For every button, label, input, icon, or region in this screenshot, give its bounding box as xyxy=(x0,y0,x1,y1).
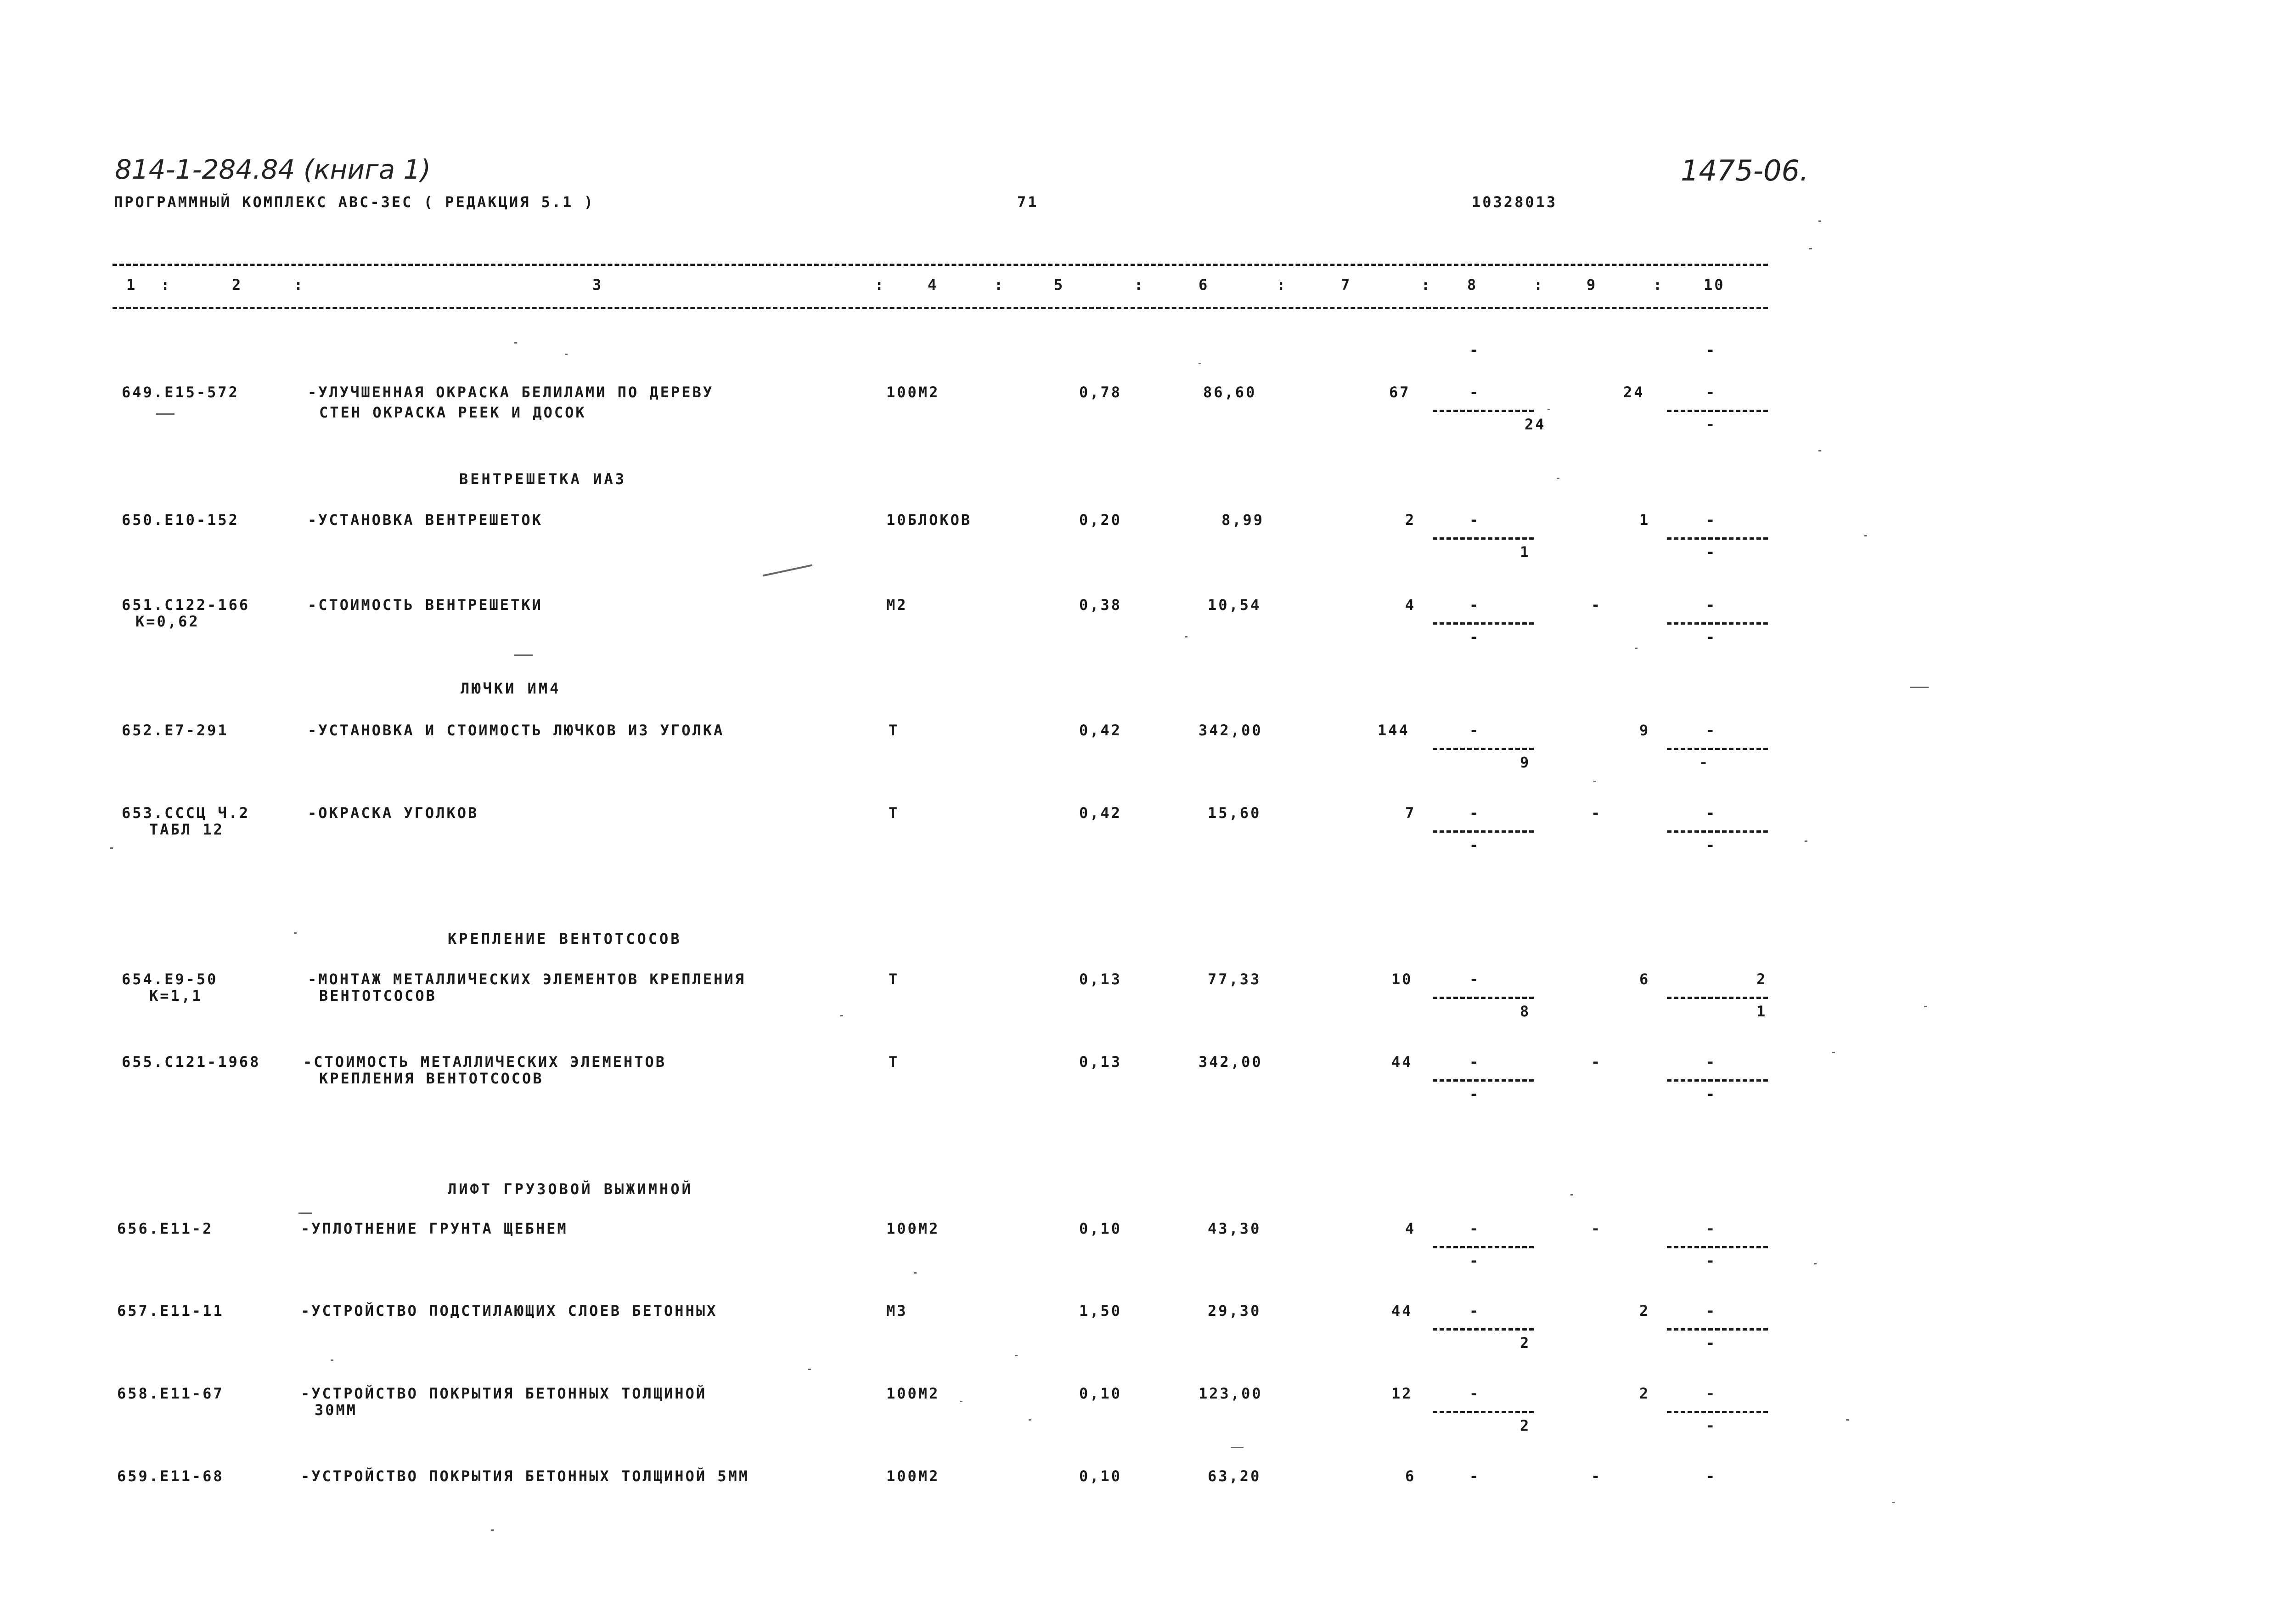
row-code: 650.Е10-152 xyxy=(122,511,239,529)
table-row xyxy=(0,969,2296,1029)
row-desc: -УСТАНОВКА ВЕНТРЕШЕТОК xyxy=(308,511,543,529)
row-col7: 4 xyxy=(1405,596,1416,614)
row-col10-top: - xyxy=(1706,1053,1717,1071)
handwritten-doc-ref: 814-1-284.84 (книга 1) xyxy=(115,154,431,185)
row-col10-top: - xyxy=(1706,596,1717,614)
col-3: 3 xyxy=(592,276,603,293)
row-unit: 100М2 xyxy=(886,1385,940,1402)
row-unit: Т xyxy=(889,970,900,988)
row-code: 651.С122-166 xyxy=(122,596,250,614)
row-col8-bottom: - xyxy=(1469,1252,1480,1269)
row-qty: 0,42 xyxy=(1079,804,1122,822)
col10-mark: - xyxy=(1706,341,1717,359)
row-col8-bottom: 8 xyxy=(1520,1003,1531,1020)
row-unit: 100М2 xyxy=(886,384,940,401)
row-price: 342,00 xyxy=(1199,1053,1263,1071)
row-col8-top: - xyxy=(1469,722,1480,739)
row-desc: -СТОИМОСТЬ МЕТАЛЛИЧЕСКИХ ЭЛЕМЕНТОВ xyxy=(303,1053,667,1071)
row-desc: -ОКРАСКА УГОЛКОВ xyxy=(308,804,479,822)
row-col8-top: - xyxy=(1469,1053,1480,1071)
row-col7: 67 xyxy=(1389,384,1411,401)
row-col10-bottom: 1 xyxy=(1756,1003,1767,1020)
row-unit: 100М2 xyxy=(886,1467,940,1485)
row-code-cont: К=1,1 xyxy=(149,987,203,1004)
row-col7: 10 xyxy=(1391,970,1413,988)
row-col8-bottom: 1 xyxy=(1520,543,1531,561)
row-code: 652.Е7-291 xyxy=(122,722,229,739)
row-unit: Т xyxy=(889,804,900,822)
row-price: 342,00 xyxy=(1199,722,1263,739)
table-row xyxy=(0,382,2296,442)
table-row xyxy=(0,803,2296,863)
row-code-cont: К=0,62 xyxy=(135,613,200,630)
row-qty: 0,78 xyxy=(1079,384,1122,401)
section-title: ВЕНТРЕШЕТКА ИАЗ xyxy=(459,470,626,488)
table-row xyxy=(0,1052,2296,1111)
col-5: 5 xyxy=(1054,276,1065,293)
row-qty: 0,13 xyxy=(1079,970,1122,988)
row-desc: -УСТРОЙСТВО ПОКРЫТИЯ БЕТОННЫХ ТОЛЩИНОЙ 5ММ xyxy=(301,1467,750,1485)
row-col9: - xyxy=(1591,1053,1602,1071)
row-col7: 144 xyxy=(1378,722,1410,739)
row-desc: -УПЛОТНЕНИЕ ГРУНТА ЩЕБНЕМ xyxy=(301,1220,568,1237)
row-code: 657.Е11-11 xyxy=(117,1302,224,1320)
row-col10-top: - xyxy=(1706,384,1717,401)
row-unit: М2 xyxy=(886,596,908,614)
row-col7: 4 xyxy=(1405,1220,1416,1237)
row-col8-top: - xyxy=(1469,511,1480,529)
row-qty: 0,42 xyxy=(1079,722,1122,739)
row-col7: 44 xyxy=(1391,1053,1413,1071)
col-2: 2 xyxy=(232,276,243,293)
row-col10-top: - xyxy=(1706,722,1717,739)
row-col10-bottom: - xyxy=(1706,1252,1717,1269)
row-col10-top: - xyxy=(1706,804,1717,822)
row-col7: 6 xyxy=(1405,1467,1416,1485)
row-col8-bottom: 2 xyxy=(1520,1417,1531,1434)
row-col8-top: - xyxy=(1469,1467,1480,1485)
row-desc: -УСТАНОВКА И СТОИМОСТЬ ЛЮЧКОВ ИЗ УГОЛКА xyxy=(308,722,725,739)
header-rule-top xyxy=(113,264,1768,266)
row-col10-bottom: - xyxy=(1706,628,1717,646)
row-col7: 2 xyxy=(1405,511,1416,529)
row-code: 655.С121-1968 xyxy=(122,1053,261,1071)
row-price: 63,20 xyxy=(1208,1467,1261,1485)
row-col8-bottom: - xyxy=(1469,1085,1480,1103)
col-7: 7 xyxy=(1341,276,1352,293)
row-col10-bottom: - xyxy=(1699,754,1710,771)
table-row xyxy=(0,1301,2296,1360)
row-code: 654.Е9-50 xyxy=(122,970,218,988)
row-qty: 1,50 xyxy=(1079,1302,1122,1320)
row-price: 29,30 xyxy=(1208,1302,1261,1320)
row-col10-top: - xyxy=(1706,1302,1717,1320)
table-row xyxy=(0,1218,2296,1278)
row-qty: 0,38 xyxy=(1079,596,1122,614)
row-col8-bottom: 24 xyxy=(1525,416,1546,433)
row-col10-bottom: - xyxy=(1706,836,1717,854)
row-col8-top: - xyxy=(1469,1385,1480,1402)
row-unit: 100М2 xyxy=(886,1220,940,1237)
row-col9: 2 xyxy=(1639,1385,1650,1402)
page-number: 71 xyxy=(1017,193,1039,211)
row-qty: 0,10 xyxy=(1079,1385,1122,1402)
row-col9: 1 xyxy=(1639,511,1650,529)
header-rule-bottom xyxy=(113,307,1768,309)
row-col7: 7 xyxy=(1405,804,1416,822)
row-qty: 0,20 xyxy=(1079,511,1122,529)
row-desc: -МОНТАЖ МЕТАЛЛИЧЕСКИХ ЭЛЕМЕНТОВ КРЕПЛЕНИЯ xyxy=(308,970,746,988)
row-unit: 10БЛОКОВ xyxy=(886,511,972,529)
row-qty: 0,13 xyxy=(1079,1053,1122,1071)
row-price: 15,60 xyxy=(1208,804,1261,822)
row-desc-cont: ВЕНТОТСОСОВ xyxy=(319,987,437,1004)
row-col9: - xyxy=(1591,596,1602,614)
row-price: 10,54 xyxy=(1208,596,1261,614)
row-col8-top: - xyxy=(1469,596,1480,614)
row-code: 659.Е11-68 xyxy=(117,1467,224,1485)
row-price: 123,00 xyxy=(1199,1385,1263,1402)
row-col10-top: - xyxy=(1706,511,1717,529)
col-6: 6 xyxy=(1199,276,1210,293)
table-row xyxy=(0,1466,2296,1526)
table-row xyxy=(0,510,2296,570)
row-desc: -СТОИМОСТЬ ВЕНТРЕШЕТКИ xyxy=(308,596,543,614)
table-row xyxy=(0,595,2296,654)
col-9: 9 xyxy=(1587,276,1598,293)
col-1: 1 xyxy=(126,276,137,293)
row-price: 8,99 xyxy=(1221,511,1265,529)
row-col10-bottom: - xyxy=(1706,416,1717,433)
row-col8-top: - xyxy=(1469,1220,1480,1237)
row-col8-top: - xyxy=(1469,1302,1480,1320)
row-desc: -УЛУЧШЕННАЯ ОКРАСКА БЕЛИЛАМИ ПО ДЕРЕВУ xyxy=(308,384,714,401)
row-col7: 44 xyxy=(1391,1302,1413,1320)
table-row xyxy=(0,1383,2296,1443)
row-desc-cont: КРЕПЛЕНИЯ ВЕНТОТСОСОВ xyxy=(319,1070,544,1087)
section-title: КРЕПЛЕНИЕ ВЕНТОТСОСОВ xyxy=(448,930,682,947)
row-code: 653.СССЦ Ч.2 xyxy=(122,804,250,822)
row-col10-top: - xyxy=(1706,1220,1717,1237)
row-col10-bottom: - xyxy=(1706,543,1717,561)
row-desc-cont: СТЕН ОКРАСКА РЕЕК И ДОСОК xyxy=(319,404,586,421)
row-col10-bottom: - xyxy=(1706,1334,1717,1352)
col8-mark: - xyxy=(1469,341,1480,359)
row-price: 77,33 xyxy=(1208,970,1261,988)
table-row xyxy=(0,720,2296,780)
row-col9: 24 xyxy=(1623,384,1645,401)
row-col8-top: - xyxy=(1469,384,1480,401)
col-10: 10 xyxy=(1704,276,1725,293)
section-title: ЛИФТ ГРУЗОВОЙ ВЫЖИМНОЙ xyxy=(448,1180,693,1198)
row-col10-bottom: - xyxy=(1706,1085,1717,1103)
row-col9: - xyxy=(1591,1467,1602,1485)
row-col10-bottom: - xyxy=(1706,1417,1717,1434)
row-qty: 0,10 xyxy=(1079,1220,1122,1237)
row-qty: 0,10 xyxy=(1079,1467,1122,1485)
row-code: 656.Е11-2 xyxy=(117,1220,214,1237)
row-col8-bottom: 9 xyxy=(1520,754,1531,771)
row-col8-bottom: - xyxy=(1469,628,1480,646)
row-unit: Т xyxy=(889,722,900,739)
row-col9: 9 xyxy=(1639,722,1650,739)
row-col9: - xyxy=(1591,804,1602,822)
handwritten-code: 1475-06. xyxy=(1681,154,1809,187)
row-col10-top: 2 xyxy=(1756,970,1767,988)
row-col9: 2 xyxy=(1639,1302,1650,1320)
row-code: 658.Е11-67 xyxy=(117,1385,224,1402)
document-number: 10328013 xyxy=(1472,193,1558,211)
row-desc: -УСТРОЙСТВО ПОДСТИЛАЮЩИХ СЛОЕВ БЕТОННЫХ xyxy=(301,1302,718,1320)
row-unit: М3 xyxy=(886,1302,908,1320)
row-desc-cont: 30ММ xyxy=(315,1401,358,1419)
row-col8-top: - xyxy=(1469,804,1480,822)
row-col10-top: - xyxy=(1706,1467,1717,1485)
row-col7: 12 xyxy=(1391,1385,1413,1402)
row-price: 86,60 xyxy=(1203,384,1257,401)
row-unit: Т xyxy=(889,1053,900,1071)
row-col8-bottom: 2 xyxy=(1520,1334,1531,1352)
row-col8-top: - xyxy=(1469,970,1480,988)
row-col8-bottom: - xyxy=(1469,836,1480,854)
row-desc: -УСТРОЙСТВО ПОКРЫТИЯ БЕТОННЫХ ТОЛЩИНОЙ xyxy=(301,1385,707,1402)
row-code-cont: ТАБЛ 12 xyxy=(149,821,224,838)
row-code: 649.Е15-572 xyxy=(122,384,239,401)
row-col9: - xyxy=(1591,1220,1602,1237)
row-price: 43,30 xyxy=(1208,1220,1261,1237)
row-col10-top: - xyxy=(1706,1385,1717,1402)
row-col9: 6 xyxy=(1639,970,1650,988)
col-8: 8 xyxy=(1467,276,1478,293)
col-4: 4 xyxy=(928,276,939,293)
section-title: ЛЮЧКИ ИМ4 xyxy=(461,680,561,697)
program-header: ПРОГРАММНЫЙ КОМПЛЕКС АВС-ЗЕС ( РЕДАКЦИЯ 5.1 ) xyxy=(114,193,595,211)
